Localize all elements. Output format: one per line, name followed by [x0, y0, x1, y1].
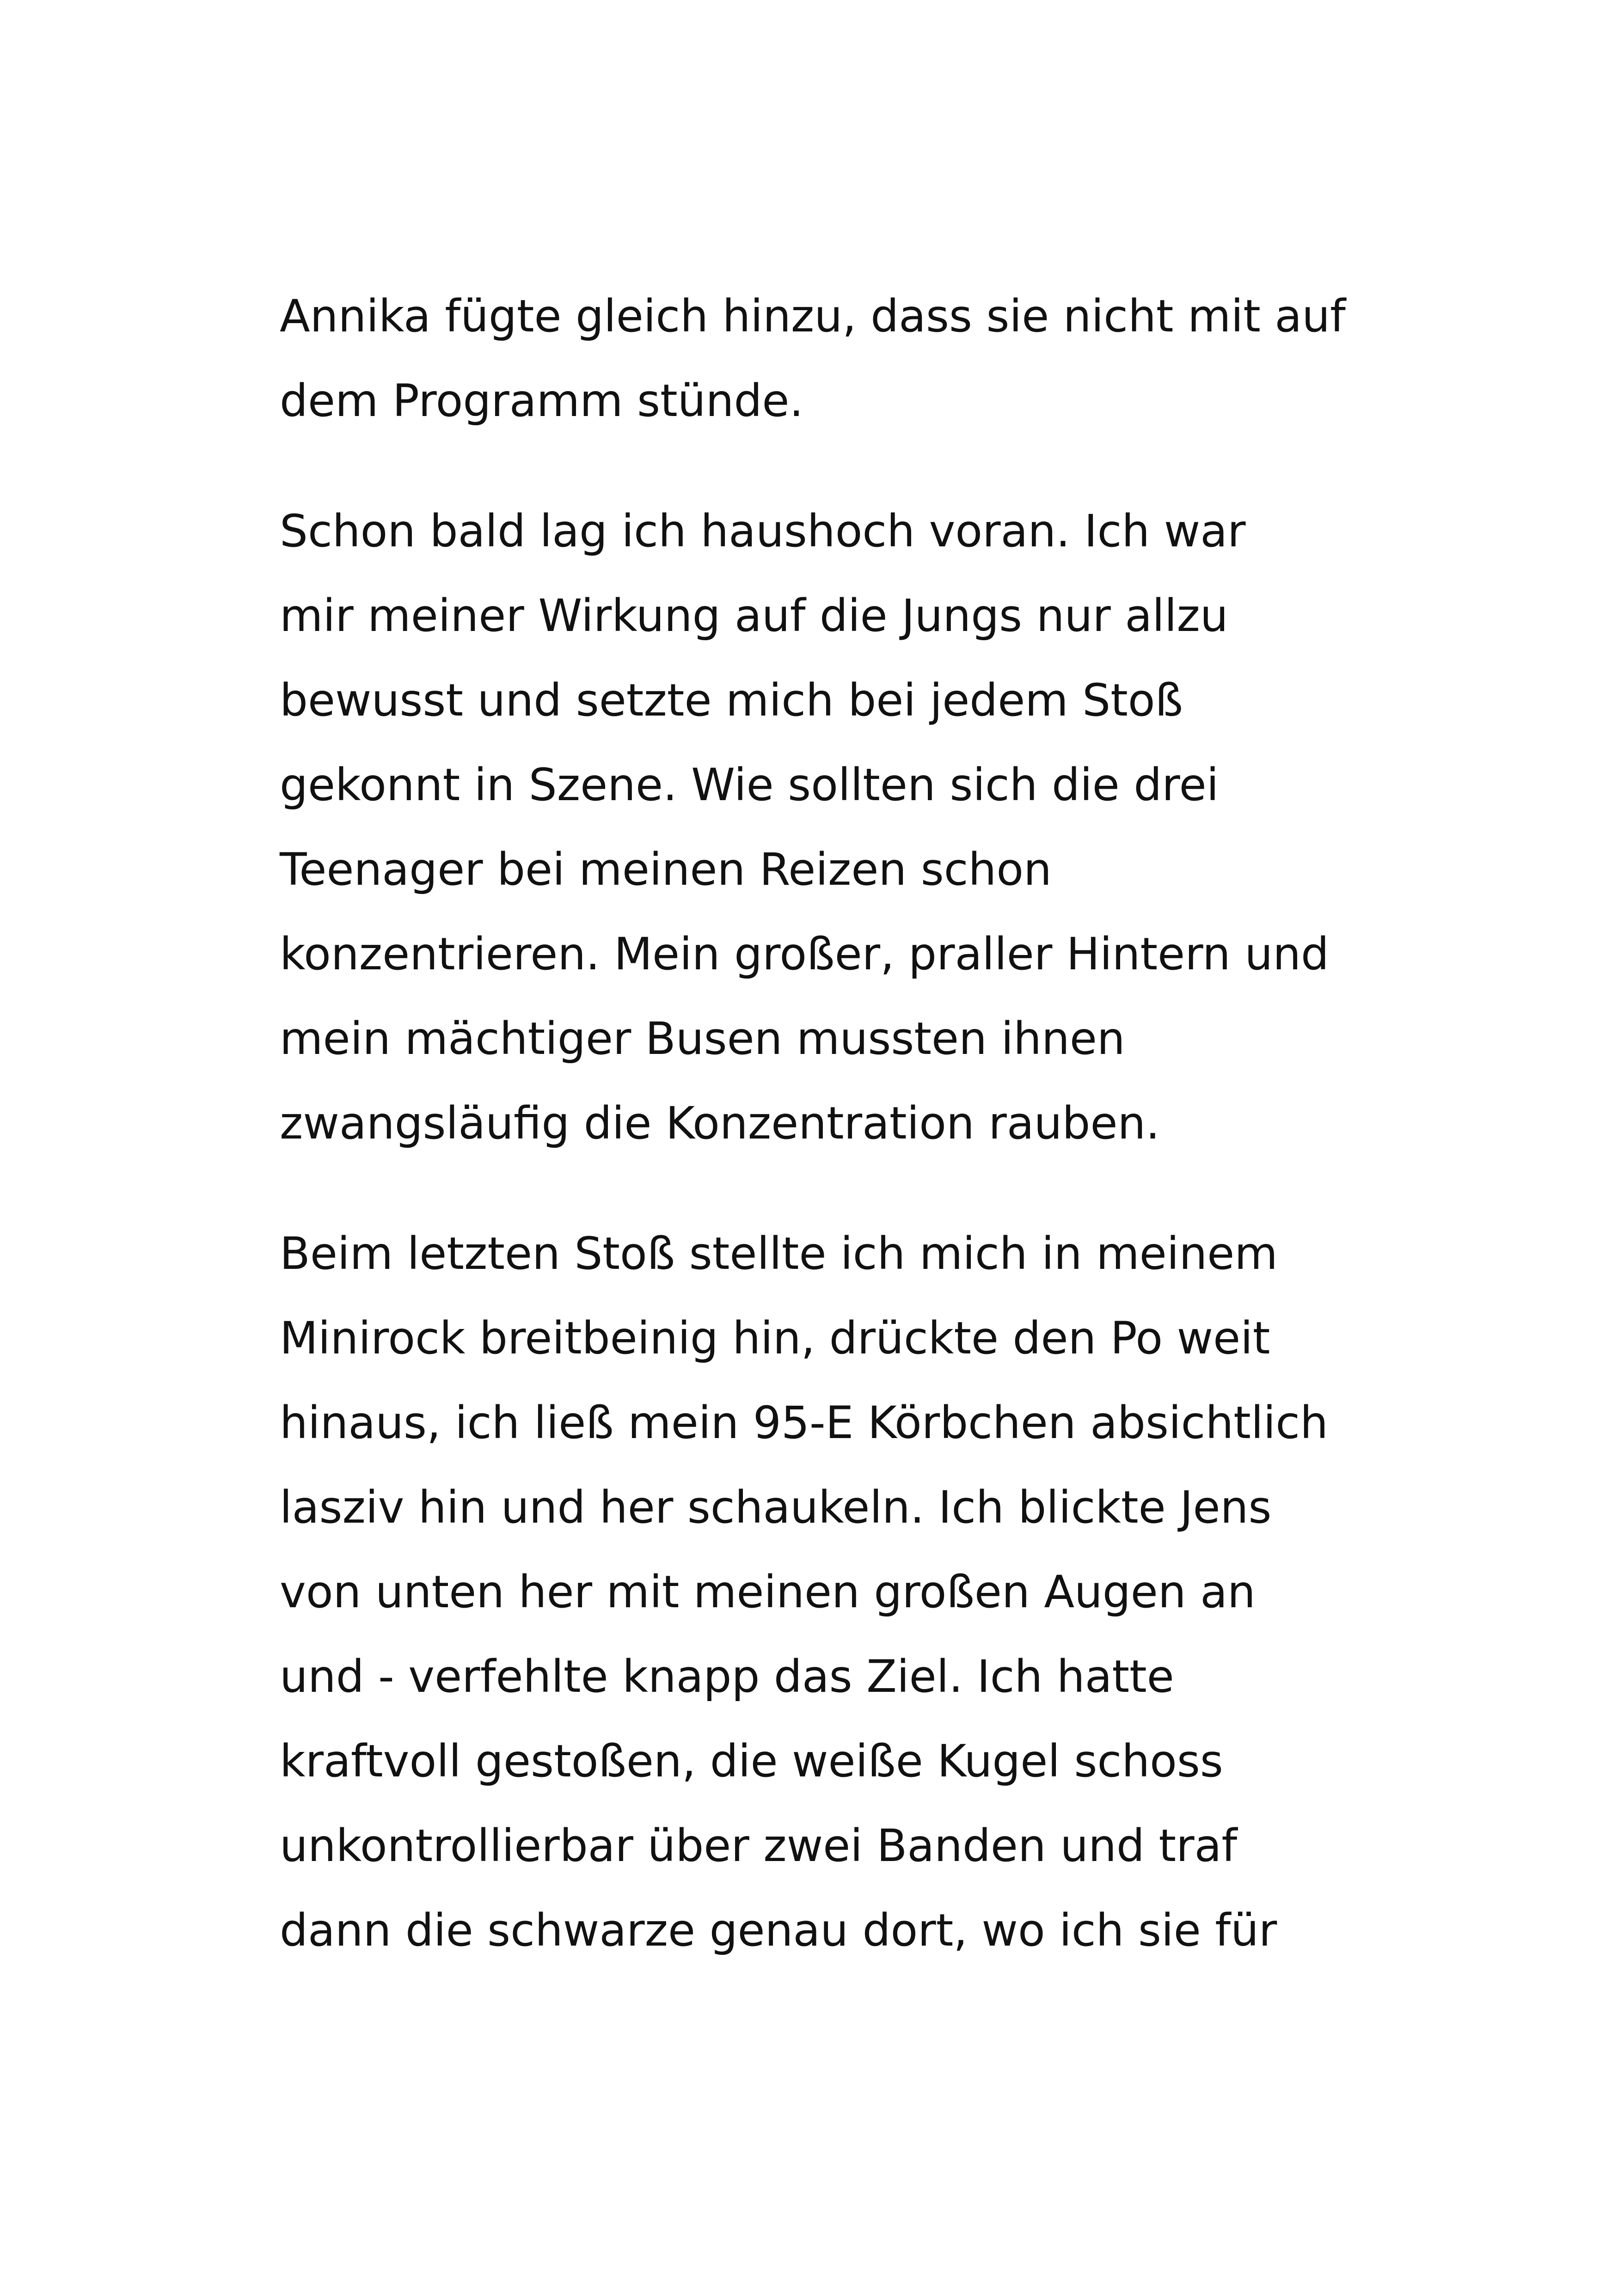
text-line: und - verfehlte knapp das Ziel. Ich hatte	[280, 1651, 1174, 1702]
text-line: mir meiner Wirkung auf die Jungs nur allzu	[280, 590, 1228, 642]
text-line: dem Programm stünde.	[280, 375, 803, 427]
paragraph-1	[280, 274, 1398, 443]
text-line: Annika fügte gleich hinzu, dass sie nicht mit auf	[280, 290, 1346, 342]
text-line: von unten her mit meinen großen Augen an	[280, 1566, 1256, 1618]
text-line: dann die schwarze genau dort, wo ich sie für	[280, 1904, 1277, 1956]
text-line: mein mächtiger Busen mussten ihnen	[280, 1013, 1125, 1065]
text-line: Minirock breitbeinig hin, drückte den Po weit	[280, 1312, 1270, 1364]
paragraph-3	[280, 1212, 1398, 1973]
text-line: lasziv hin und her schaukeln. Ich blickte Jens	[280, 1482, 1272, 1533]
text-line: konzentrieren. Mein großer, praller Hintern und	[280, 928, 1329, 980]
text-line: Schon bald lag ich haushoch voran. Ich war	[280, 505, 1246, 557]
text-line: Beim letzten Stoß stellte ich mich in meinem	[280, 1228, 1278, 1280]
text-line: bewusst und setzte mich bei jedem Stoß	[280, 674, 1183, 726]
body-text	[280, 274, 1398, 1973]
paragraph-2	[280, 489, 1398, 1166]
text-line: gekonnt in Szene. Wie sollten sich die drei	[280, 759, 1219, 811]
text-line: kraftvoll gestoßen, die weiße Kugel schoss	[280, 1735, 1223, 1787]
text-line: Teenager bei meinen Reizen schon	[280, 844, 1052, 895]
text-line: zwangsläufig die Konzentration rauben.	[280, 1097, 1160, 1149]
text-line: hinaus, ich ließ mein 95-E Körbchen absichtlich	[280, 1397, 1328, 1449]
text-line: unkontrollierbar über zwei Banden und traf	[280, 1820, 1238, 1872]
